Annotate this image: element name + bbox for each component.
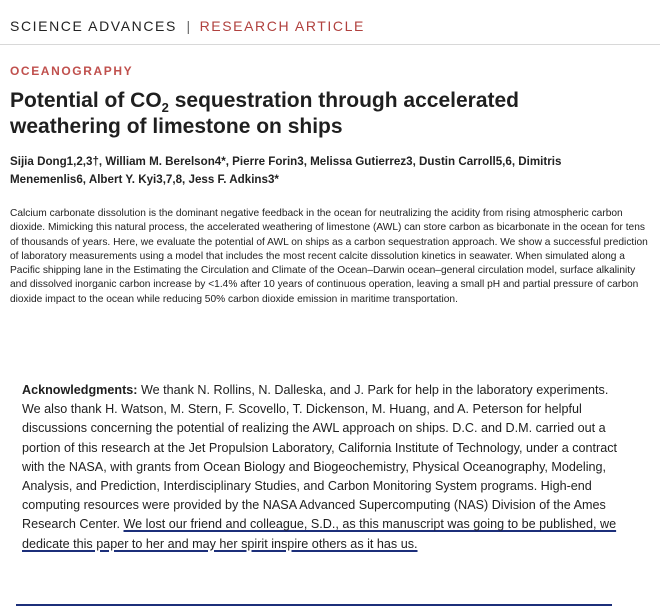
abstract: Calcium carbonate dissolution is the dominant negative feedback in the ocean for neutralizing the acidity from rising atmospheric carbon dioxide. Mimicking this natural process, the accelerated weathering of limestone (AWL) can store carbon as bicarbonate in the ocean for tens of thousands of years. Here, we evaluate the potential of AWL on ships as a carbon sequestration approach. We show a successful prediction of laboratory measurements using a model that includes the most recent calcite dissolution kinetics in seawater. When simulated along a Pacific shipping lane in the Estimating the Circulation and Climate of the Ocean–Darwin ocean–general circulation model, surface alkalinity and dissolved inorganic carbon increase by <1.4% after 10 years of continuous operation, leaving a small pH and partial pressure of carbon dioxide impact to the ocean while reducing 50% carbon dioxide emission in maritime transportation. xyxy=(10,208,648,305)
acknowledgments-body: We thank N. Rollins, N. Dalleska, and J. Park for help in the laboratory experiments. We also thank H. Watson, M. Stern, F. Scovello, T. Dickenson, M. Huang, and A. Peterson for helpful discussions concerning the potential of realizing the AWL approach on ships. D.C. and D.M. carried out a portion of this research at the Jet Propulsion Laboratory, California Institute of Technology, under a contract with the NASA, with grants from Ocean Biology and Biogeochemistry, Physical Oceanography, Modeling, Analysis, and Prediction, Interdisciplinary Studies, and Carbon Monitoring System programs. High-end computing resources were provided by the NASA Advanced Supercomputing (NAS) Division of the Ames Research Center. xyxy=(22,383,618,532)
title-part-2: sequestration through accelerated weathering of limestone on ships xyxy=(10,89,519,138)
journal-header xyxy=(10,18,650,34)
header-divider xyxy=(0,44,660,45)
header-separator: | xyxy=(186,18,191,34)
journal-name: SCIENCE ADVANCES xyxy=(10,18,177,34)
bottom-annotation-line xyxy=(16,604,612,606)
section-label: OCEANOGRAPHY xyxy=(10,64,134,78)
article-title xyxy=(10,88,630,140)
acknowledgments xyxy=(22,381,630,554)
memorial-note: We lost our friend and colleague, S.D., as this manuscript was going to be published, we dedicate this paper to her and may her spirit inspire others as it has us. xyxy=(22,517,617,551)
title-subscript: 2 xyxy=(161,100,169,116)
acknowledgments-heading: Acknowledgments: xyxy=(22,383,138,397)
article-type: RESEARCH ARTICLE xyxy=(199,18,365,34)
title-part-1: Potential of CO xyxy=(10,89,162,112)
author-list: Sijia Dong1,2,3†, William M. Berelson4*, Pierre Forin3, Melissa Gutierrez3, Dustin Carroll5,6, Dimitris Menemenlis6, Albert Y. Kyi3,7,8, Jess F. Adkins3* xyxy=(10,155,562,186)
